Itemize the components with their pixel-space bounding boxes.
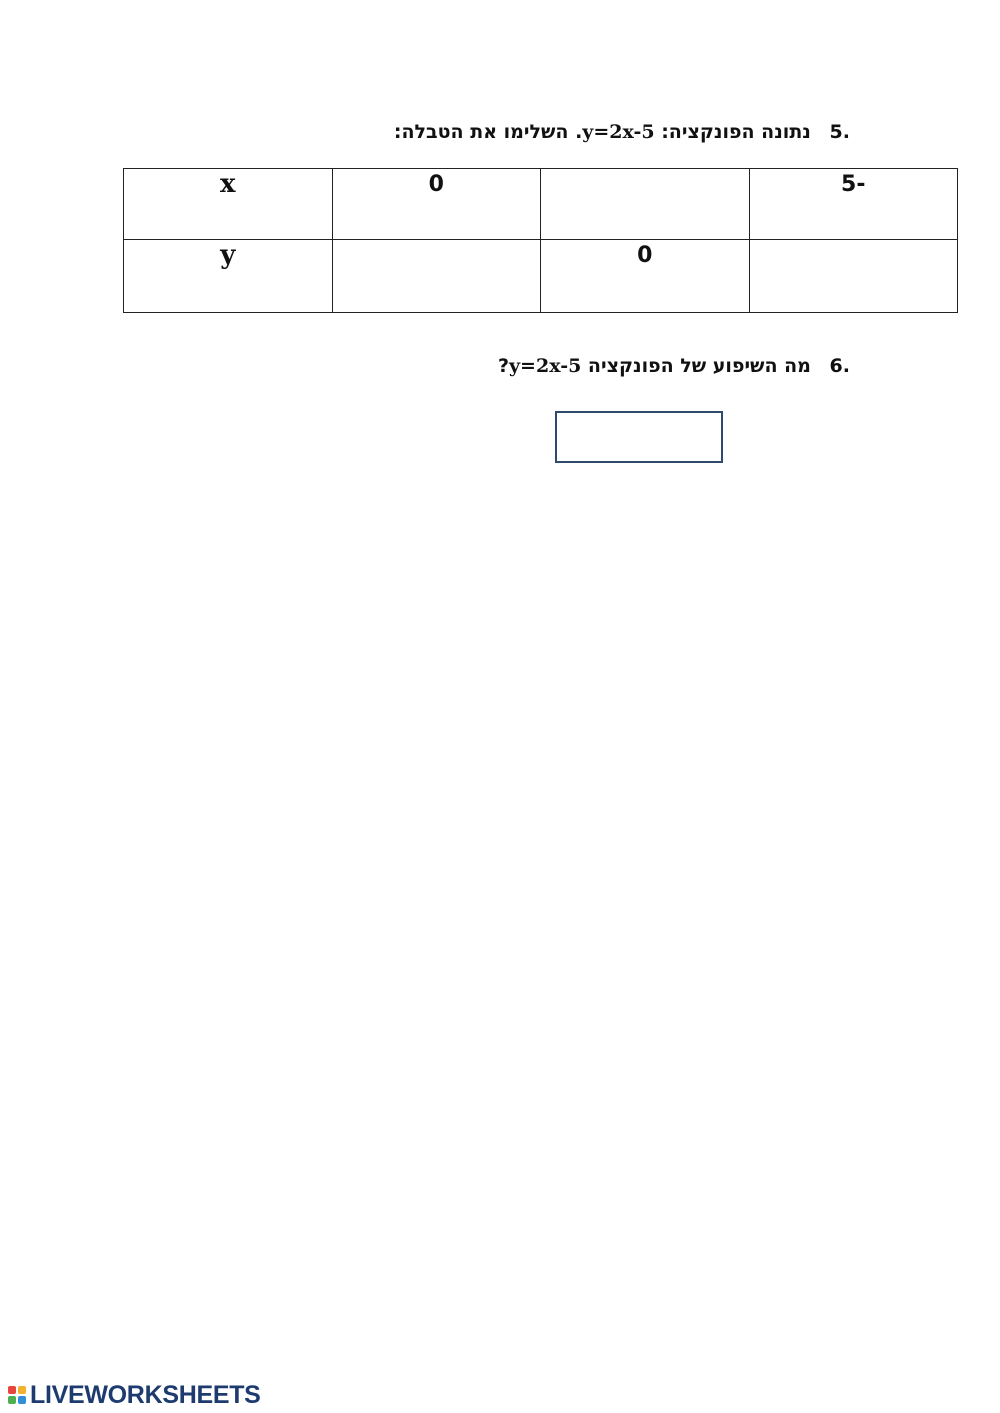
logo-square-3 <box>8 1396 16 1404</box>
cell-x-1: 0 <box>332 169 541 240</box>
question-number: .5 <box>829 121 850 143</box>
question-text: נתונה הפונקציה: <box>661 121 811 143</box>
cell-x-2-blank[interactable] <box>541 169 750 240</box>
function-formula: y=2x-5 <box>582 121 655 143</box>
cell-y-1-blank[interactable] <box>332 240 541 313</box>
table-row-x <box>124 169 958 240</box>
cell-y-label: y <box>124 240 333 313</box>
logo-text: LIVEWORKSHEETS <box>30 1380 261 1409</box>
question-number: .6 <box>829 355 850 377</box>
cell-y-3-blank[interactable] <box>749 240 958 313</box>
liveworksheets-logo <box>8 1381 261 1409</box>
question-5 <box>394 121 850 143</box>
logo-square-4 <box>18 1396 26 1404</box>
question-6 <box>498 355 850 377</box>
logo-square-1 <box>8 1386 16 1394</box>
question-mark: ? <box>497 355 510 377</box>
function-formula: y=2x-5 <box>509 355 582 377</box>
logo-icon <box>8 1386 26 1404</box>
values-table <box>123 168 958 313</box>
question-instruction: . השלימו את הטבלה: <box>393 121 583 143</box>
slope-answer-box[interactable] <box>555 411 723 463</box>
cell-x-label: x <box>124 169 333 240</box>
cell-y-2: 0 <box>541 240 750 313</box>
question-text: מה השיפוע של הפונקציה <box>587 355 811 377</box>
table-row-y <box>124 240 958 313</box>
logo-square-2 <box>18 1386 26 1394</box>
cell-x-3: -5 <box>749 169 958 240</box>
